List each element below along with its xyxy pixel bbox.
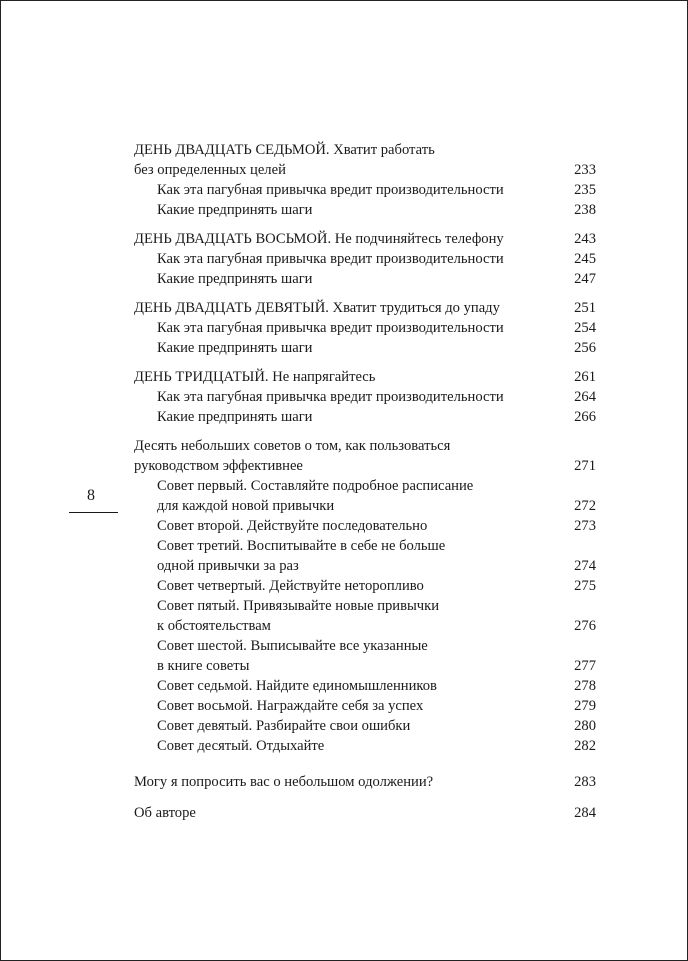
toc-section-author [134, 803, 596, 823]
toc-entry-title: Десять небольших советов о том, как пользоваться [134, 438, 451, 454]
toc-section-day-27 [134, 140, 596, 220]
toc-subentry-title: в книге советы [157, 658, 250, 674]
toc-subentry-title: Как эта пагубная привычка вредит производительности [157, 182, 504, 198]
toc-page-number: 277 [574, 658, 596, 674]
toc-subentry-continued [134, 556, 596, 576]
toc-subentry-title: Совет седьмой. Найдите единомышленников [157, 678, 437, 694]
toc-page-number: 247 [574, 271, 596, 287]
toc-subentry-title: Совет третий. Воспитывайте в себе не больше [157, 538, 446, 554]
toc-subentry [134, 696, 596, 716]
toc-page-number: 256 [574, 340, 596, 356]
toc-page-number: 264 [574, 389, 596, 405]
toc-page-number: 278 [574, 678, 596, 694]
toc-subentry [134, 318, 596, 338]
toc-entry-title: ДЕНЬ ДВАДЦАТЬ ДЕВЯТЫЙ. Хватит трудиться до упаду [134, 300, 500, 316]
toc-subentry [134, 516, 596, 536]
toc-page-number: 251 [574, 300, 596, 316]
toc-subentry [134, 269, 596, 289]
toc-entry-heading [134, 803, 596, 823]
toc-subentry-title: Какие предпринять шаги [157, 340, 313, 356]
toc-entry-title: ДЕНЬ ДВАДЦАТЬ ВОСЬМОЙ. Не подчиняйтесь телефону [134, 231, 504, 247]
toc-page-number: 279 [574, 698, 596, 714]
toc-entry-title: Могу я попросить вас о небольшом одолжении? [134, 774, 434, 790]
toc-entry-heading-continued [134, 456, 596, 476]
toc-subentry [134, 249, 596, 269]
toc-subentry-title: для каждой новой привычки [157, 498, 335, 514]
toc-page-number: 282 [574, 738, 596, 754]
toc-entry-heading [134, 436, 596, 456]
toc-page-number: 235 [574, 182, 596, 198]
folio-page-number: 8 [87, 487, 95, 504]
toc-entry-title: Об авторе [134, 805, 196, 821]
toc-subentry-title: Совет десятый. Отдыхайте [157, 738, 325, 754]
toc-page-number: 273 [574, 518, 596, 534]
toc-subentry [134, 476, 596, 496]
toc-entry-title: без определенных целей [134, 162, 286, 178]
toc-subentry-title: Какие предпринять шаги [157, 202, 313, 218]
toc-entry-title: ДЕНЬ ДВАДЦАТЬ СЕДЬМОЙ. Хватит работать [134, 142, 435, 158]
toc-subentry-title: Какие предпринять шаги [157, 271, 313, 287]
toc-subentry-title: Совет девятый. Разбирайте свои ошибки [157, 718, 411, 734]
toc-page-number: 245 [574, 251, 596, 267]
toc-subentry [134, 636, 596, 656]
toc-page-number: 243 [574, 231, 596, 247]
toc-subentry [134, 576, 596, 596]
toc-entry-heading [134, 229, 596, 249]
toc-page-number: 271 [574, 458, 596, 474]
toc-page-number: 266 [574, 409, 596, 425]
toc-subentry-continued [134, 496, 596, 516]
toc-section-day-29 [134, 298, 596, 358]
toc-section-day-30 [134, 367, 596, 427]
toc-entry-heading [134, 140, 596, 160]
toc-page-number: 238 [574, 202, 596, 218]
toc-subentry [134, 387, 596, 407]
folio-rule [69, 512, 118, 513]
toc-subentry [134, 200, 596, 220]
toc-subentry [134, 536, 596, 556]
toc-entry-title: руководством эффективнее [134, 458, 303, 474]
toc-page-number: 275 [574, 578, 596, 594]
toc-subentry-continued [134, 616, 596, 636]
toc-page-number: 272 [574, 498, 596, 514]
toc-page-number: 284 [574, 805, 596, 821]
toc-subentry-title: Совет шестой. Выписывайте все указанные [157, 638, 428, 654]
toc-entry-heading-continued [134, 160, 596, 180]
toc-subentry-title: Совет восьмой. Награждайте себя за успех [157, 698, 424, 714]
toc-section-day-28 [134, 229, 596, 289]
toc-page-number: 280 [574, 718, 596, 734]
toc-subentry-title: к обстоятельствам [157, 618, 271, 634]
toc-subentry-title: Совет пятый. Привязывайте новые привычки [157, 598, 440, 614]
toc-subentry [134, 736, 596, 756]
toc-page-number: 276 [574, 618, 596, 634]
toc-subentry-continued [134, 656, 596, 676]
toc-subentry-title: одной привычки за раз [157, 558, 299, 574]
toc-entry-heading [134, 772, 596, 792]
toc-entry-title: ДЕНЬ ТРИДЦАТЫЙ. Не напрягайтесь [134, 369, 376, 385]
toc-subentry [134, 180, 596, 200]
toc-page-number: 274 [574, 558, 596, 574]
toc-subentry-title: Совет четвертый. Действуйте неторопливо [157, 578, 424, 594]
toc-entry-heading [134, 298, 596, 318]
toc-subentry [134, 596, 596, 616]
toc-subentry-title: Совет первый. Составляйте подробное расписание [157, 478, 474, 494]
toc-subentry-title: Совет второй. Действуйте последовательно [157, 518, 428, 534]
toc-subentry [134, 676, 596, 696]
toc-subentry-title: Как эта пагубная привычка вредит производительности [157, 251, 504, 267]
table-of-contents [134, 140, 596, 823]
toc-page-number: 254 [574, 320, 596, 336]
toc-subentry [134, 338, 596, 358]
toc-page-number: 261 [574, 369, 596, 385]
toc-section-tips [134, 436, 596, 756]
toc-subentry [134, 407, 596, 427]
toc-subentry-title: Как эта пагубная привычка вредит производительности [157, 320, 504, 336]
toc-page-number: 233 [574, 162, 596, 178]
toc-entry-heading [134, 367, 596, 387]
toc-subentry-title: Какие предпринять шаги [157, 409, 313, 425]
toc-section-favor [134, 772, 596, 792]
toc-page-number: 283 [574, 774, 596, 790]
toc-subentry-title: Как эта пагубная привычка вредит производительности [157, 389, 504, 405]
toc-subentry [134, 716, 596, 736]
